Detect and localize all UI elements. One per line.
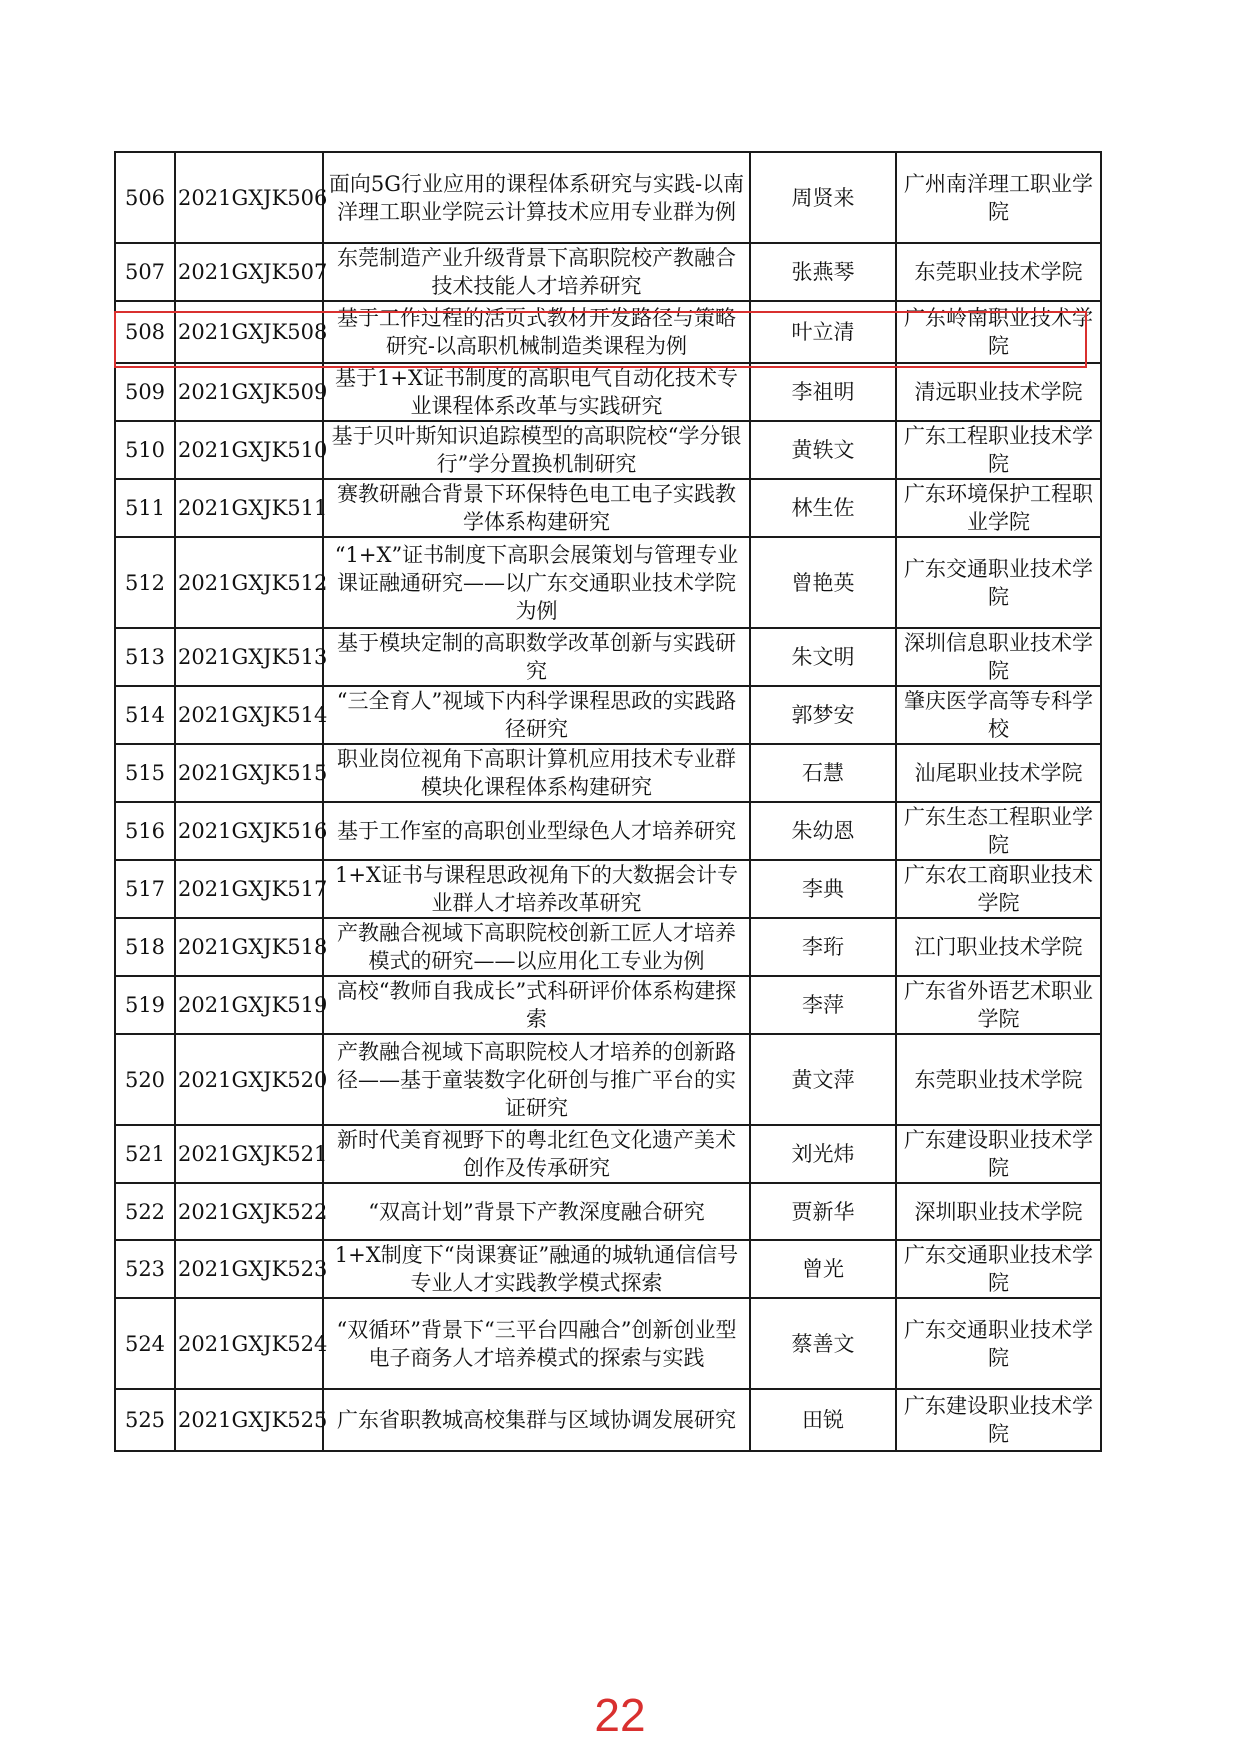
row-number: 508	[115, 301, 175, 363]
school-name: 广东建设职业技术学院	[896, 1389, 1101, 1451]
school-name: 广东岭南职业技术学院	[896, 301, 1101, 363]
project-code: 2021GXJK511	[175, 479, 323, 537]
table-row	[115, 421, 1101, 479]
project-title: “双高计划”背景下产教深度融合研究	[323, 1183, 750, 1240]
table-body	[115, 152, 1101, 1451]
table-row	[115, 976, 1101, 1034]
project-code: 2021GXJK508	[175, 301, 323, 363]
project-code: 2021GXJK506	[175, 152, 323, 243]
row-number: 521	[115, 1125, 175, 1183]
project-leader: 张燕琴	[750, 243, 896, 301]
project-title: 1+X制度下“岗课赛证”融通的城轨通信信号专业人才实践教学模式探索	[323, 1240, 750, 1298]
project-title: 基于模块定制的高职数学改革创新与实践研究	[323, 628, 750, 686]
row-number: 519	[115, 976, 175, 1034]
row-number: 514	[115, 686, 175, 744]
school-name: 广东生态工程职业学院	[896, 802, 1101, 860]
project-code: 2021GXJK514	[175, 686, 323, 744]
project-leader: 刘光炜	[750, 1125, 896, 1183]
row-number: 509	[115, 363, 175, 421]
table-row	[115, 1183, 1101, 1240]
project-code: 2021GXJK516	[175, 802, 323, 860]
project-code: 2021GXJK523	[175, 1240, 323, 1298]
table-row	[115, 918, 1101, 976]
table-row	[115, 479, 1101, 537]
project-leader: 郭梦安	[750, 686, 896, 744]
row-number: 524	[115, 1298, 175, 1389]
row-number: 515	[115, 744, 175, 802]
row-number: 516	[115, 802, 175, 860]
row-number: 522	[115, 1183, 175, 1240]
project-leader: 石慧	[750, 744, 896, 802]
row-number: 513	[115, 628, 175, 686]
row-number: 517	[115, 860, 175, 918]
project-title: 基于工作室的高职创业型绿色人才培养研究	[323, 802, 750, 860]
project-title: 基于贝叶斯知识追踪模型的高职院校“学分银行”学分置换机制研究	[323, 421, 750, 479]
school-name: 广东交通职业技术学院	[896, 1240, 1101, 1298]
row-number: 506	[115, 152, 175, 243]
project-leader: 朱文明	[750, 628, 896, 686]
project-title: 基于1+X证书制度的高职电气自动化技术专业课程体系改革与实践研究	[323, 363, 750, 421]
project-list-table	[114, 151, 1102, 1452]
project-leader: 李萍	[750, 976, 896, 1034]
school-name: 江门职业技术学院	[896, 918, 1101, 976]
table-row	[115, 1240, 1101, 1298]
project-leader: 田锐	[750, 1389, 896, 1451]
project-title: “三全育人”视域下内科学课程思政的实践路径研究	[323, 686, 750, 744]
project-leader: 黄轶文	[750, 421, 896, 479]
project-leader: 周贤来	[750, 152, 896, 243]
project-title: 基于工作过程的活页式教材开发路径与策略研究-以高职机械制造类课程为例	[323, 301, 750, 363]
row-number: 512	[115, 537, 175, 628]
project-code: 2021GXJK517	[175, 860, 323, 918]
table-row	[115, 628, 1101, 686]
project-code: 2021GXJK509	[175, 363, 323, 421]
table-row	[115, 686, 1101, 744]
project-title: 广东省职教城高校集群与区域协调发展研究	[323, 1389, 750, 1451]
project-title: 新时代美育视野下的粤北红色文化遗产美术创作及传承研究	[323, 1125, 750, 1183]
row-number: 523	[115, 1240, 175, 1298]
project-code: 2021GXJK512	[175, 537, 323, 628]
school-name: 广东交通职业技术学院	[896, 537, 1101, 628]
project-leader: 蔡善文	[750, 1298, 896, 1389]
project-code: 2021GXJK520	[175, 1034, 323, 1125]
project-title: 面向5G行业应用的课程体系研究与实践-以南洋理工职业学院云计算技术应用专业群为例	[323, 152, 750, 243]
table-row	[115, 1298, 1101, 1389]
project-code: 2021GXJK510	[175, 421, 323, 479]
project-code: 2021GXJK521	[175, 1125, 323, 1183]
project-leader: 黄文萍	[750, 1034, 896, 1125]
project-code: 2021GXJK522	[175, 1183, 323, 1240]
project-code: 2021GXJK524	[175, 1298, 323, 1389]
project-title: 东莞制造产业升级背景下高职院校产教融合技术技能人才培养研究	[323, 243, 750, 301]
table-row	[115, 744, 1101, 802]
table-row	[115, 1034, 1101, 1125]
project-title: 1+X证书与课程思政视角下的大数据会计专业群人才培养改革研究	[323, 860, 750, 918]
table-row	[115, 802, 1101, 860]
project-title: 高校“教师自我成长”式科研评价体系构建探索	[323, 976, 750, 1034]
project-title: 赛教研融合背景下环保特色电工电子实践教学体系构建研究	[323, 479, 750, 537]
school-name: 广东建设职业技术学院	[896, 1125, 1101, 1183]
project-code: 2021GXJK518	[175, 918, 323, 976]
project-leader: 贾新华	[750, 1183, 896, 1240]
row-number: 520	[115, 1034, 175, 1125]
project-leader: 曾光	[750, 1240, 896, 1298]
table-row	[115, 1125, 1101, 1183]
project-code: 2021GXJK507	[175, 243, 323, 301]
project-leader: 李祖明	[750, 363, 896, 421]
project-leader: 林生佐	[750, 479, 896, 537]
school-name: 广东工程职业技术学院	[896, 421, 1101, 479]
table-row	[115, 537, 1101, 628]
project-code: 2021GXJK525	[175, 1389, 323, 1451]
page-number: 22	[594, 1689, 646, 1741]
project-leader: 朱幼恩	[750, 802, 896, 860]
school-name: 深圳信息职业技术学院	[896, 628, 1101, 686]
project-title: “双循环”背景下“三平台四融合”创新创业型电子商务人才培养模式的探索与实践	[323, 1298, 750, 1389]
school-name: 广州南洋理工职业学院	[896, 152, 1101, 243]
table-row	[115, 363, 1101, 421]
school-name: 肇庆医学高等专科学校	[896, 686, 1101, 744]
school-name: 汕尾职业技术学院	[896, 744, 1101, 802]
project-code: 2021GXJK519	[175, 976, 323, 1034]
project-title: “1+X”证书制度下高职会展策划与管理专业课证融通研究——以广东交通职业技术学院为例	[323, 537, 750, 628]
table-row	[115, 301, 1101, 363]
project-code: 2021GXJK515	[175, 744, 323, 802]
project-leader: 叶立清	[750, 301, 896, 363]
table-row	[115, 1389, 1101, 1451]
school-name: 广东环境保护工程职业学院	[896, 479, 1101, 537]
school-name: 广东交通职业技术学院	[896, 1298, 1101, 1389]
project-leader: 曾艳英	[750, 537, 896, 628]
row-number: 525	[115, 1389, 175, 1451]
row-number: 510	[115, 421, 175, 479]
school-name: 广东省外语艺术职业学院	[896, 976, 1101, 1034]
project-code: 2021GXJK513	[175, 628, 323, 686]
row-number: 511	[115, 479, 175, 537]
project-title: 职业岗位视角下高职计算机应用技术专业群模块化课程体系构建研究	[323, 744, 750, 802]
row-number: 518	[115, 918, 175, 976]
school-name: 东莞职业技术学院	[896, 1034, 1101, 1125]
project-leader: 李典	[750, 860, 896, 918]
school-name: 深圳职业技术学院	[896, 1183, 1101, 1240]
project-title: 产教融合视域下高职院校人才培养的创新路径——基于童装数字化研创与推广平台的实证研究	[323, 1034, 750, 1125]
project-title: 产教融合视域下高职院校创新工匠人才培养模式的研究——以应用化工专业为例	[323, 918, 750, 976]
table-row	[115, 243, 1101, 301]
table-row	[115, 152, 1101, 243]
project-leader: 李珩	[750, 918, 896, 976]
school-name: 清远职业技术学院	[896, 363, 1101, 421]
school-name: 广东农工商职业技术学院	[896, 860, 1101, 918]
row-number: 507	[115, 243, 175, 301]
school-name: 东莞职业技术学院	[896, 243, 1101, 301]
table-row	[115, 860, 1101, 918]
